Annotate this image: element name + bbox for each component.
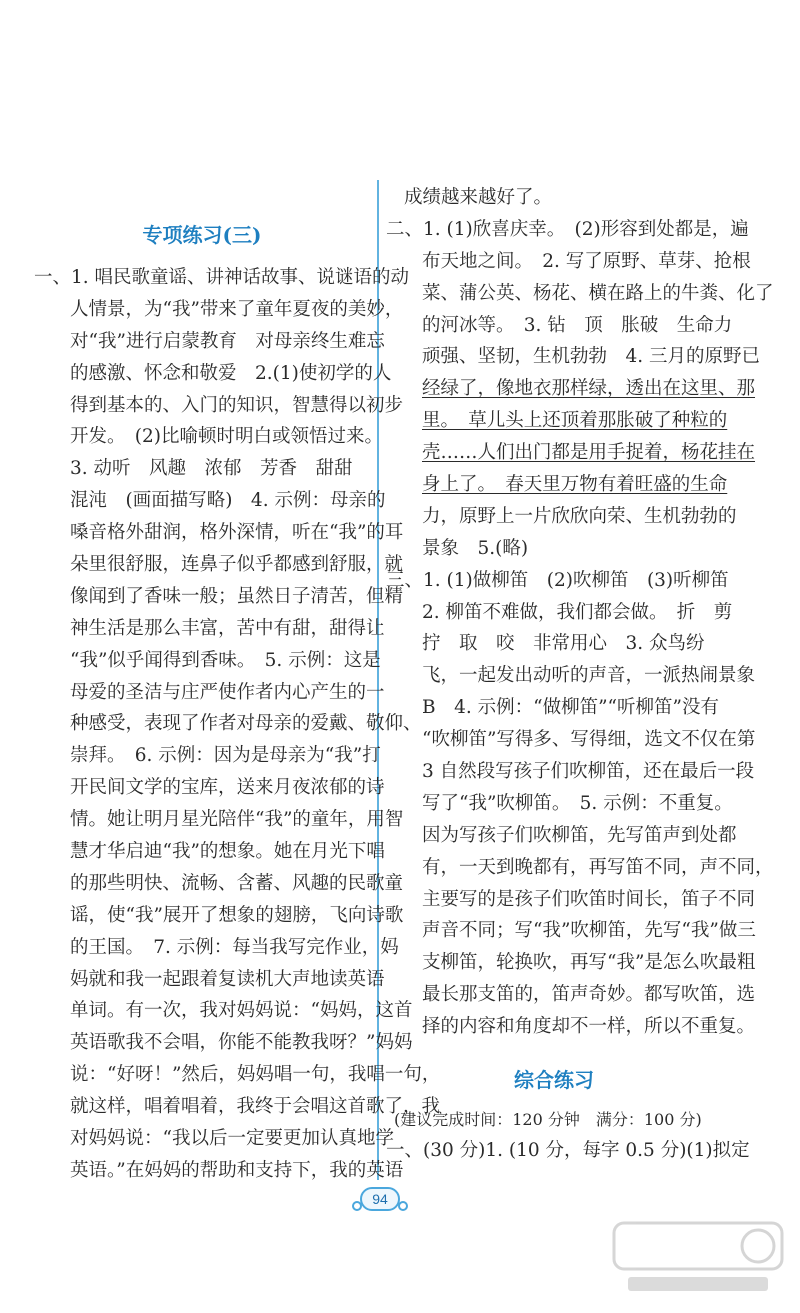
answer-line-last: 一、(30 分)1. (10 分，每字 0.5 分)(1)拟定 [386,1140,750,1162]
answer-line: 成绩越来越好了。 [404,187,553,208]
answer-line: 混沌 (画面描写略) 4. 示例：母亲的 [70,490,386,512]
answer-line: 开发。 (2)比喻顿时明白或领悟过来。 [70,426,383,448]
answer-line: “我”似乎闻得到香味。 5. 示例：这是 [70,649,381,671]
answer-line: 种感受，表现了作者对母亲的爱戴、敬仰、 [70,713,422,735]
answer-line: 里。 草儿头上还顶着那胀破了种粒的 [422,410,728,432]
answer-line: 人情景，为“我”带来了童年夏夜的美妙， [70,298,404,320]
answer-line: 对妈妈说：“我以后一定要更加认真地学 [70,1128,394,1150]
answer-line: 2. 柳笛不难做，我们都会做。 折 剪 [422,601,733,623]
answer-line: 景象 5.(略) [422,537,529,559]
answer-line: 神生活是那么丰富，苦中有甜，甜得让 [70,617,385,639]
answer-line: 慧才华启迪“我”的想象。她在月光下唱 [70,841,385,863]
answer-line: 单词。有一次，我对妈妈说：“妈妈，这首 [70,1000,413,1022]
answer-line: 英语。”在妈妈的帮助和支持下，我的英语 [70,1159,404,1181]
answer-line: 力，原野上一片欣欣向荣、生机勃勃的 [422,505,737,527]
answer-line: 对“我”进行启蒙教育 对母亲终生难忘 [70,330,385,352]
left-column [34,182,441,1187]
left-column-lines [34,262,441,1187]
answer-line: 得到基本的、入门的知识，智慧得以初步 [70,394,404,416]
answer-line: 崇拜。 6. 示例：因为是母亲为“我”打 [70,745,381,767]
answer-line: 壳……人们出门都是用手捉着，杨花挂在 [422,442,756,464]
answer-line: 的那些明快、流畅、含蓄、风趣的民歌童 [70,872,404,894]
answer-line: 开民间文学的宝库，送来月夜浓郁的诗 [70,777,385,799]
watermark-logo [608,1217,788,1299]
section-title-zonghe: 综合练习 [514,1068,594,1093]
answer-line: 因为写孩子们吹柳笛，先写笛声到处都 [422,824,737,846]
answer-line: 拧 取 咬 非常用心 3. 众鸟纷 [422,633,705,655]
answer-line: 像闻到了香味一般；虽然日子清苦，但精 [70,585,404,607]
section-title-zhuanxiang: 专项练习(三) [142,223,262,247]
answer-line: 嗓音格外甜润，格外深情，听在“我”的耳 [70,522,404,544]
answer-line: B 4. 示例：“做柳笛”“听柳笛”没有 [422,697,719,719]
answer-line: 支柳笛，轮换吹，再写“我”是怎么吹最粗 [422,952,756,974]
answer-line: “吹柳笛”写得多、写得细，选文不仅在第 [422,729,756,751]
answer-line: 写了“我”吹柳笛。 5. 示例：不重复。 [422,792,733,814]
answer-line: 的王国。 7. 示例：每当我写完作业，妈 [70,936,399,958]
answer-line: 身上了。 春天里万物有着旺盛的生命 [422,474,728,496]
answer-line: 就这样，唱着唱着，我终于会唱这首歌了，我 [70,1096,441,1118]
answer-line: 妈就和我一起跟着复读机大声地读英语 [70,968,385,990]
answer-line: 二、1. (1)欣喜庆幸。 (2)形容到处都是，遍 [386,218,749,240]
answer-line: 的河冰等。 3. 钻 顶 胀破 生命力 [422,314,733,336]
answer-line: 谣，使“我”展开了想象的翅膀，飞向诗歌 [70,904,404,926]
page-number: 94 [372,1191,388,1207]
answer-line: 飞，一起发出动听的声音，一派热闹景象 [422,665,756,687]
answer-line: 的感激、怀念和敬爱 2.(1)使初学的人 [70,362,392,384]
answer-line: 英语歌我不会唱，你能不能教我呀？”妈妈 [70,1032,413,1054]
answer-line: 声音不同；写“我”吹柳笛，先写“我”做三 [422,920,756,942]
answer-line: 有，一天到晚都有，再写笛不同，声不同， [422,856,774,878]
time-score-note: (建议完成时间：120 分钟 满分：100 分) [394,1110,702,1130]
answer-line: 朵里很舒服，连鼻子似乎都感到舒服，就 [70,554,404,576]
answer-line: 三、1. (1)做柳笛 (2)吹柳笛 (3)听柳笛 [386,569,729,591]
answer-line: 布天地之间。 2. 写了原野、草芽、抢根 [422,250,751,272]
answer-line: 主要写的是孩子们吹笛时间长，笛子不同 [422,888,756,910]
answer-line: 母爱的圣洁与庄严使作者内心产生的一 [70,681,385,703]
answer-line: 情。她让明月星光陪伴“我”的童年，用智 [70,809,404,831]
page-number-badge [352,1187,408,1213]
answer-line: 最长那支笛的，笛声奇妙。都写吹笛，选 [422,984,756,1006]
answer-line: 3 自然段写孩子们吹柳笛，还在最后一段 [422,761,755,783]
answer-line: 顽强、坚韧，生机勃勃 4. 三月的原野已 [422,346,761,368]
answer-line: 菜、蒲公英、杨花、横在路上的牛粪、化了 [422,282,774,304]
answer-line: 一、1. 唱民歌童谣、讲神话故事、说谜语的动 [34,267,410,288]
answer-line: 择的内容和角度却不一样，所以不重复。 [422,1016,756,1038]
answer-line: 3. 动听 风趣 浓郁 芳香 甜甜 [70,458,353,480]
answer-line: 说：“好呀！”然后，妈妈唱一句，我唱一句， [70,1064,441,1086]
answer-line: 经绿了，像地衣那样绿，透出在这里、那 [422,378,756,400]
right-column-lines [386,182,774,1043]
right-column [386,182,774,1167]
